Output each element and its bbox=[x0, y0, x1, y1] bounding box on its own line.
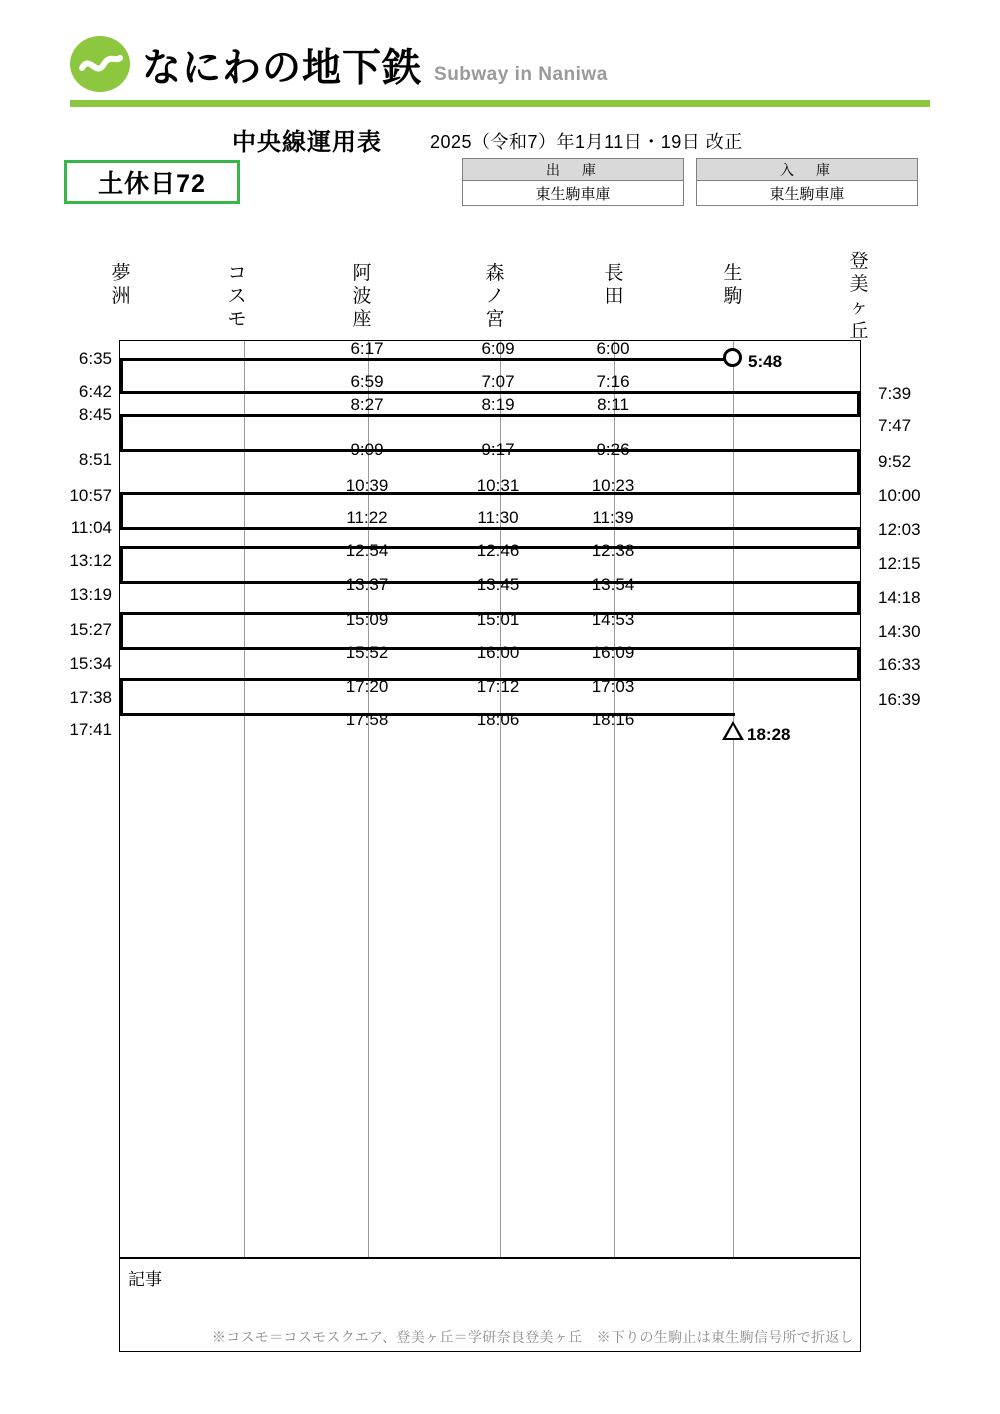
time-tomigaoka: 10:00 bbox=[878, 486, 921, 505]
triangle-marker bbox=[722, 721, 744, 740]
page-title: 中央線運用表 bbox=[232, 129, 382, 156]
time-tomigaoka: 9:52 bbox=[878, 452, 912, 471]
station-char: ノ bbox=[485, 286, 505, 308]
station-char: 生 bbox=[723, 263, 743, 284]
time-morinomiya: 17:12 bbox=[476, 677, 520, 696]
time-yumeshima: 6:35 bbox=[78, 349, 112, 368]
time-yumeshima: 13:12 bbox=[69, 551, 112, 570]
time-awaza: 15:52 bbox=[345, 643, 389, 662]
station-char: 波 bbox=[352, 286, 372, 308]
time-nagata: 8:11 bbox=[597, 395, 629, 414]
time-morinomiya: 10:31 bbox=[476, 476, 520, 495]
time-morinomiya: 6:09 bbox=[481, 339, 515, 358]
station-char: 座 bbox=[352, 309, 372, 331]
time-ikoma-end: 18:28 bbox=[747, 725, 791, 744]
time-yumeshima: 11:04 bbox=[70, 518, 112, 537]
station-char: 洲 bbox=[111, 286, 131, 308]
station-label-awaza bbox=[349, 262, 375, 332]
time-awaza: 15:09 bbox=[345, 610, 389, 629]
time-tomigaoka: 7:47 bbox=[878, 416, 912, 435]
brand-name: なにわの地下鉄 bbox=[142, 47, 423, 90]
station-char: 駒 bbox=[723, 286, 743, 308]
station-char: 登 bbox=[849, 251, 869, 272]
notes-box bbox=[119, 1258, 861, 1352]
depot-out-value: 東生駒車庫 bbox=[462, 180, 684, 206]
station-char: 美 bbox=[849, 274, 869, 296]
time-yumeshima: 8:51 bbox=[78, 450, 112, 469]
time-yumeshima: 8:45 bbox=[78, 405, 112, 424]
station-char: コ bbox=[227, 263, 247, 284]
time-awaza: 6:59 bbox=[350, 372, 384, 391]
station-char: 丘 bbox=[849, 320, 869, 342]
time-awaza: 12:54 bbox=[345, 541, 389, 560]
time-morinomiya: 12:46 bbox=[476, 541, 520, 560]
run-connector bbox=[857, 581, 860, 615]
time-nagata: 9:26 bbox=[596, 440, 630, 459]
time-nagata: 16:09 bbox=[591, 643, 635, 662]
time-yumeshima: 13:19 bbox=[69, 585, 112, 604]
time-morinomiya: 16:00 bbox=[476, 643, 520, 662]
depot-in-value: 東生駒車庫 bbox=[696, 180, 918, 206]
time-morinomiya: 9:17 bbox=[481, 440, 515, 459]
circle-marker bbox=[723, 348, 742, 367]
diagram-badge-label: 土休日72 bbox=[98, 170, 206, 198]
time-yumeshima: 17:41 bbox=[69, 720, 112, 739]
time-awaza: 17:20 bbox=[345, 677, 389, 696]
time-tomigaoka: 12:15 bbox=[878, 554, 921, 573]
time-awaza: 10:39 bbox=[345, 476, 389, 495]
run-connector bbox=[857, 647, 860, 681]
time-nagata: 7:16 bbox=[596, 372, 630, 391]
time-yumeshima: 6:42 bbox=[78, 382, 112, 401]
station-label-cosmo bbox=[224, 262, 250, 332]
time-morinomiya: 18:06 bbox=[476, 710, 520, 729]
time-tomigaoka: 16:33 bbox=[878, 655, 921, 674]
column-rule-cosmo bbox=[244, 341, 245, 1257]
time-nagata: 17:03 bbox=[591, 677, 635, 696]
time-nagata: 11:39 bbox=[592, 508, 634, 527]
diagram-badge bbox=[64, 160, 240, 204]
station-char: 夢 bbox=[111, 263, 131, 284]
time-yumeshima: 17:38 bbox=[69, 688, 112, 707]
time-tomigaoka: 14:30 bbox=[878, 622, 921, 641]
run-connector bbox=[120, 492, 123, 530]
depot-out-header: 出 庫 bbox=[462, 158, 684, 180]
time-yumeshima: 15:34 bbox=[69, 654, 112, 673]
time-nagata: 6:00 bbox=[596, 339, 630, 358]
run-connector bbox=[120, 414, 123, 452]
time-yumeshima: 15:27 bbox=[69, 620, 112, 639]
time-nagata: 10:23 bbox=[591, 476, 635, 495]
time-morinomiya: 15:01 bbox=[476, 610, 520, 629]
station-char: 宮 bbox=[485, 309, 505, 331]
time-nagata: 18:16 bbox=[591, 710, 635, 729]
time-tomigaoka: 12:03 bbox=[878, 520, 921, 539]
station-label-ikoma bbox=[720, 262, 746, 308]
time-awaza: 11:22 bbox=[346, 508, 388, 527]
time-awaza: 13:37 bbox=[345, 575, 389, 594]
run-connector bbox=[120, 546, 123, 584]
time-nagata: 13:54 bbox=[591, 575, 635, 594]
brand-header bbox=[70, 36, 608, 92]
run-connector bbox=[857, 449, 860, 495]
time-yumeshima: 10:57 bbox=[69, 486, 112, 505]
station-label-tomigaoka bbox=[846, 250, 872, 343]
time-awaza: 6:17 bbox=[350, 339, 384, 358]
depot-in-header: 入 庫 bbox=[696, 158, 918, 180]
wave-circle-icon bbox=[70, 36, 130, 92]
column-rule-ikoma bbox=[733, 341, 734, 1257]
run-connector bbox=[120, 678, 123, 716]
time-nagata: 14:53 bbox=[591, 610, 635, 629]
time-tomigaoka: 14:18 bbox=[878, 588, 921, 607]
station-char: 森 bbox=[485, 263, 505, 284]
station-label-morinomiya bbox=[482, 262, 508, 332]
station-char: モ bbox=[227, 309, 247, 331]
notes-footer: ※コスモ＝コスモスクエア、登美ヶ丘＝学研奈良登美ヶ丘 ※下りの生駒止は東生駒信号所で折返し bbox=[211, 1329, 854, 1345]
brand-subtitle: Subway in Naniwa bbox=[434, 64, 608, 85]
revision-date: 2025（令和7）年1月11日・19日 改正 bbox=[430, 132, 743, 152]
time-morinomiya: 13:45 bbox=[476, 575, 520, 594]
time-morinomiya: 7:07 bbox=[481, 372, 515, 391]
time-tomigaoka: 7:39 bbox=[878, 384, 912, 403]
run-line bbox=[120, 713, 735, 716]
run-connector bbox=[120, 612, 123, 650]
time-ikoma-start: 5:48 bbox=[748, 352, 783, 371]
station-char: 田 bbox=[604, 286, 624, 308]
time-morinomiya: 8:19 bbox=[481, 395, 515, 414]
station-char: 阿 bbox=[352, 263, 372, 284]
depot-out bbox=[462, 158, 684, 206]
time-nagata: 12:38 bbox=[591, 541, 635, 560]
run-connector bbox=[120, 358, 123, 394]
time-tomigaoka: 16:39 bbox=[878, 690, 921, 709]
station-char: ヶ bbox=[849, 297, 869, 319]
run-line bbox=[123, 358, 735, 361]
time-morinomiya: 11:30 bbox=[477, 508, 519, 527]
time-awaza: 9:09 bbox=[350, 440, 384, 459]
station-label-yumeshima bbox=[108, 262, 134, 308]
station-label-nagata bbox=[601, 262, 627, 308]
time-awaza: 17:58 bbox=[345, 710, 389, 729]
brand-rule bbox=[70, 100, 930, 107]
depot-in bbox=[696, 158, 918, 206]
station-char: ス bbox=[227, 286, 247, 308]
time-awaza: 8:27 bbox=[350, 395, 384, 414]
notes-label: 記事 bbox=[128, 1270, 162, 1289]
station-char: 長 bbox=[604, 263, 624, 284]
